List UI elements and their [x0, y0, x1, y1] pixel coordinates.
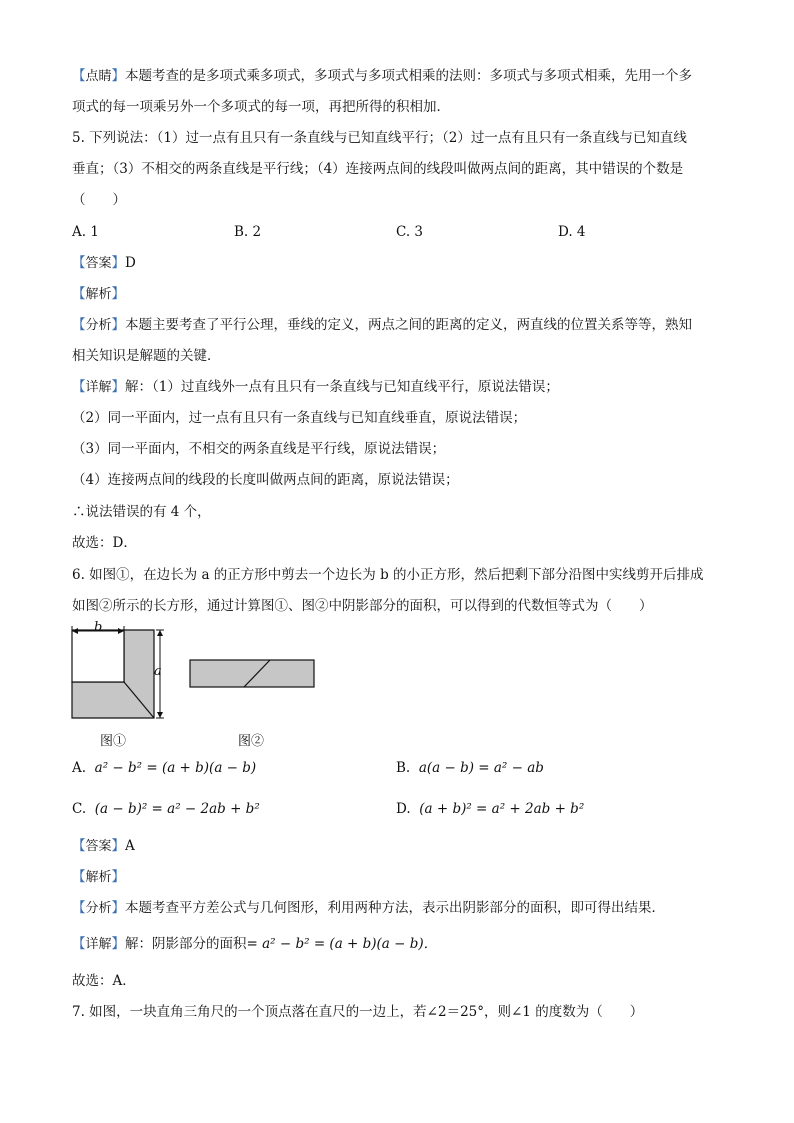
- q5-option-a: A. 1: [72, 224, 99, 240]
- figure-1-square: [72, 626, 164, 718]
- q6-option-d-formula: (a + b)² = a² + 2ab + b²: [419, 801, 585, 817]
- q5-option-c: C. 3: [396, 224, 424, 240]
- q6-option-b-formula: a(a − b) = a² − ab: [418, 760, 544, 776]
- q6-fenxi: 【分析】本题考查平方差公式与几何图形，利用两种方法，表示出阴影部分的面积，即可得出结果．: [72, 900, 666, 916]
- figure-1-label-b: b: [94, 620, 103, 635]
- q5-analysis-heading: 【解析】: [72, 286, 126, 302]
- figure-2-caption: 图②: [238, 734, 265, 749]
- q6-stem-line-1: 6. 如图①，在边长为 a 的正方形中剪去一个边长为 b 的小正方形，然后把剩下部分沿图中实线剪开后排成: [72, 567, 704, 583]
- q6-option-a: A. a² − b² = (a + b)(a − b): [72, 760, 257, 776]
- figure-2-rectangle: [190, 660, 314, 687]
- q5-fenxi-line-2: 相关知识是解题的关键．: [72, 348, 221, 364]
- q5-detail-line-3: （3）同一平面内，不相交的两条直线是平行线，原说法错误；: [72, 441, 446, 457]
- q6-answer-value: A: [125, 838, 135, 854]
- q6-choose: 故选：A．: [72, 973, 136, 989]
- q6-option-b: B. a(a − b) = a² − ab: [396, 760, 544, 776]
- q7-stem: 7. 如图，一块直角三角尺的一个顶点落在直尺的一边上，若∠2＝25°，则∠1 的度数为（ ）: [72, 1004, 644, 1020]
- q6-option-a-formula: a² − b² = (a + b)(a − b): [94, 760, 257, 776]
- q6-detail-formula: = a² − b² = (a + b)(a − b)．: [246, 936, 438, 952]
- dianjing-line-2: 项式的每一项乘另外一个多项式的每一项，再把所得的积相加．: [72, 99, 450, 115]
- dianjing-tag: 点睛: [85, 69, 112, 84]
- q5-choose: 故选：D．: [72, 535, 137, 551]
- q5-stem-line-2: 垂直；（3）不相交的两条直线是平行线；（4）连接两点间的线段叫做两点间的距离，其中错误的个数是: [72, 161, 684, 177]
- q5-detail-line-1: 【详解】解：（1）过直线外一点有且只有一条直线与已知直线平行，原说法错误；: [72, 379, 559, 395]
- q5-answer: 【答案】D: [72, 255, 136, 271]
- q6-option-d: D. (a + b)² = a² + 2ab + b²: [396, 801, 585, 817]
- q5-stem-line-1: 5. 下列说法：（1）过一点有且只有一条直线与已知直线平行；（2）过一点有且只有一条直线与已知直线: [72, 130, 687, 146]
- q5-fenxi-line-1: 【分析】本题主要考查了平行公理，垂线的定义，两点之间的距离的定义，两直线的位置关系等等，熟知: [72, 317, 693, 333]
- q5-stem-line-3: （ ）: [72, 192, 126, 208]
- q5-option-d: D. 4: [558, 224, 586, 240]
- q6-analysis-heading: 【解析】: [72, 869, 126, 885]
- q5-detail-line-4: （4）连接两点间的线段的长度叫做两点间的距离，原说法错误；: [72, 472, 459, 488]
- q6-detail: 【详解】解：阴影部分的面积= a² − b² = (a + b)(a − b)．: [72, 936, 438, 952]
- q6-option-c-formula: (a − b)² = a² − 2ab + b²: [94, 801, 260, 817]
- figure-1-label-a: a: [154, 664, 162, 679]
- q6-figures: [64, 622, 334, 722]
- q5-answer-value: D: [125, 255, 136, 271]
- q5-detail-line-2: （2）同一平面内，过一点有且只有一条直线与已知直线垂直，原说法错误；: [72, 410, 527, 426]
- q6-answer: 【答案】A: [72, 838, 135, 854]
- q6-stem-line-2: 如图②所示的长方形，通过计算图①、图②中阴影部分的面积，可以得到的代数恒等式为（ ）: [72, 598, 653, 614]
- dianjing-line-1: 【点睛】本题考查的是多项式乘多项式，多项式与多项式相乘的法则：多项式与多项式相乘，先用一个多: [72, 68, 693, 84]
- figure-1-caption: 图①: [100, 734, 127, 749]
- q6-option-c: C. (a − b)² = a² − 2ab + b²: [72, 801, 260, 817]
- dianjing-text: 本题考查的是多项式乘多项式，多项式与多项式相乘的法则：多项式与多项式相乘，先用一个多: [125, 68, 693, 84]
- q5-option-b: B. 2: [234, 224, 262, 240]
- q5-detail-line-5: ∴说法错误的有 4 个，: [72, 504, 211, 520]
